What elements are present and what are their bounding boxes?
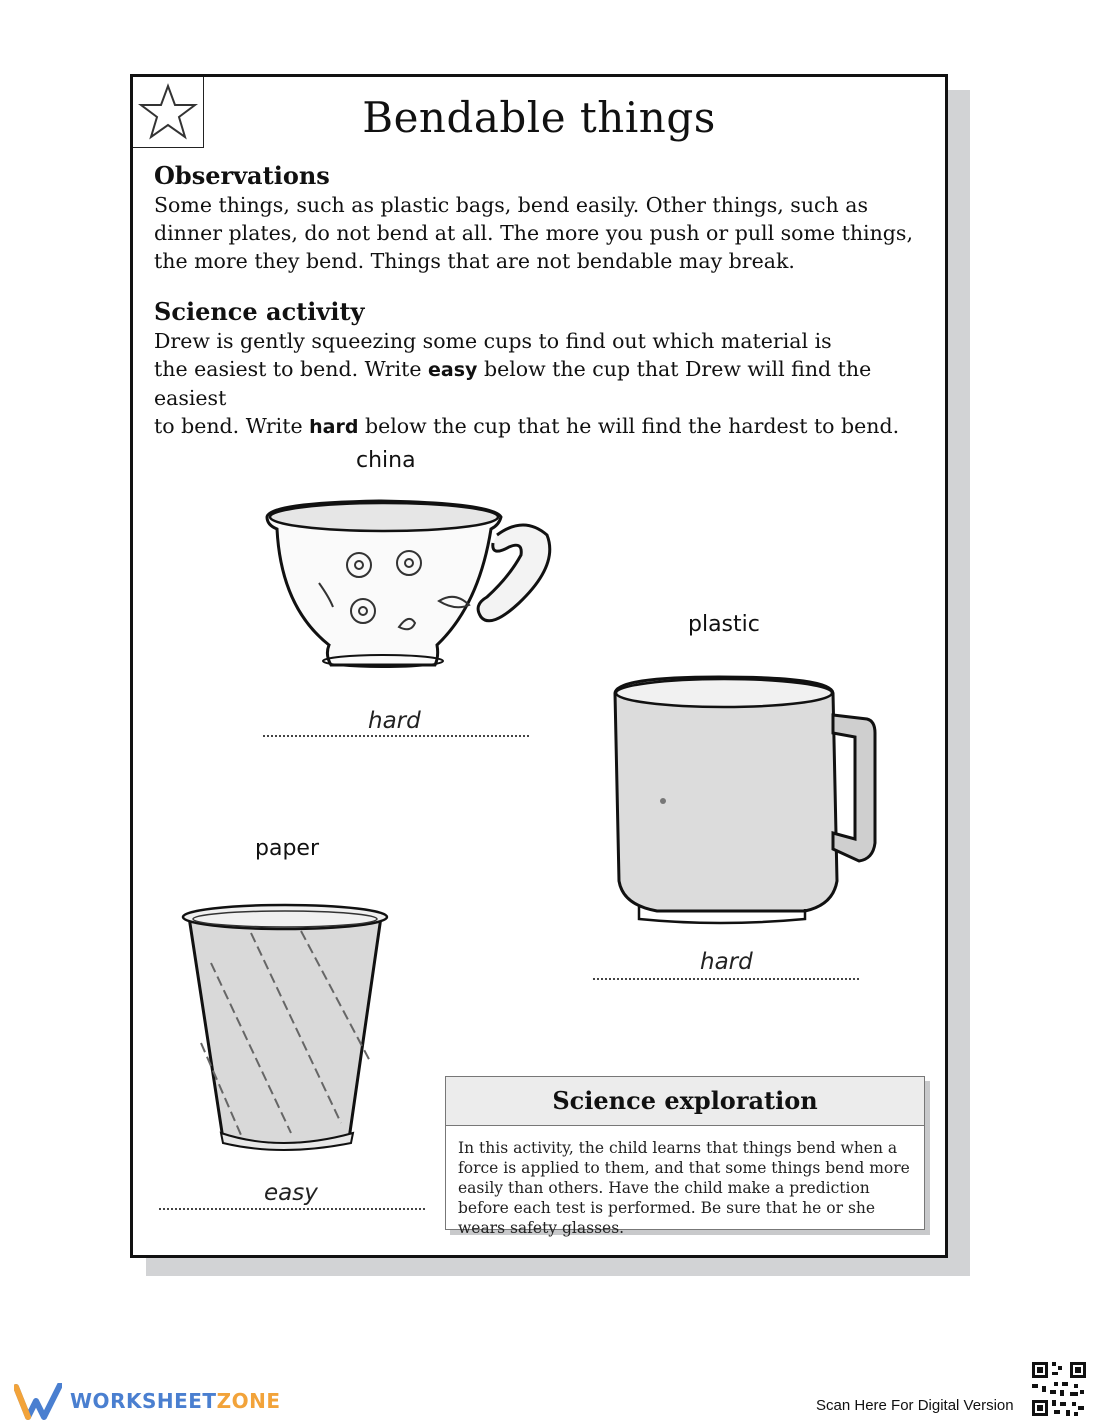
- china-cup-illustration: [259, 495, 559, 680]
- hard-word: hard: [309, 416, 359, 438]
- china-answer-line[interactable]: [263, 735, 529, 737]
- exploration-text: In this activity, the child learns that things bend when a force is applied to them, and that some things bend more easily than others. Have the child make a prediction before each test is performed. Be sure that he or she wears safety glasses.: [458, 1139, 910, 1237]
- observations-text: Some things, such as plastic bags, bend easily. Other things, such as dinner plates, do not bend at all. The more you push or pull some things, the more they bend. Things that are not bendable may break.: [154, 193, 913, 273]
- plastic-mug-illustration: [609, 673, 881, 925]
- scan-text: Scan Here For Digital Version: [816, 1397, 1014, 1414]
- easy-word: easy: [428, 359, 478, 381]
- exploration-heading: Science exploration: [446, 1077, 924, 1126]
- plastic-answer-line[interactable]: [593, 978, 859, 980]
- activity-line-2: the easiest to bend. Write easy below the cup that Drew will find the easiest: [154, 357, 872, 410]
- activity-line-1: Drew is gently squeezing some cups to find out which material is: [154, 329, 832, 353]
- activity-line-3: to bend. Write hard below the cup that he will find the hardest to bend.: [154, 414, 900, 438]
- qr-code-icon[interactable]: [1030, 1360, 1088, 1418]
- brand-name[interactable]: WORKSHEETZONE: [70, 1389, 281, 1413]
- china-answer: hard: [368, 708, 421, 734]
- plastic-label: plastic: [688, 612, 760, 637]
- science-exploration-box: [445, 1076, 925, 1237]
- paper-answer: easy: [264, 1180, 318, 1206]
- plastic-answer: hard: [700, 949, 753, 975]
- worksheetzone-logo-icon: [14, 1383, 62, 1421]
- observations-heading: Observations: [154, 161, 330, 190]
- activity-text: [154, 327, 924, 441]
- paper-cup-illustration: [181, 903, 391, 1159]
- china-label: china: [356, 448, 416, 473]
- activity-heading: Science activity: [154, 297, 365, 326]
- paper-answer-line[interactable]: [159, 1208, 425, 1210]
- page-title: Bendable things: [362, 93, 716, 142]
- paper-label: paper: [255, 836, 319, 861]
- worksheet-card: [130, 74, 948, 1258]
